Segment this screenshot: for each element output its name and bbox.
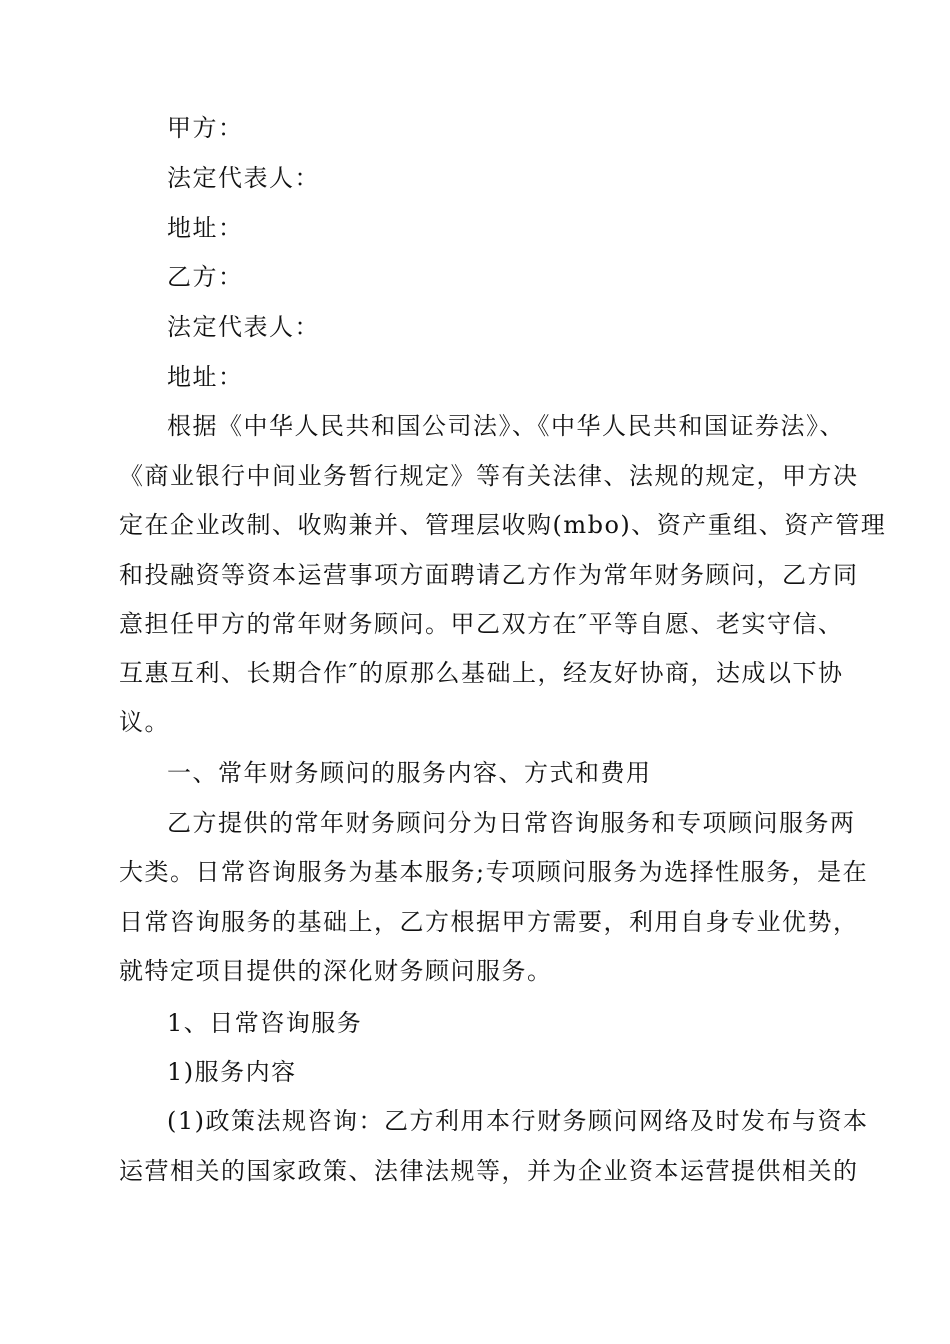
- intro-line: 《商业银行中间业务暂行规定》等有关法律、法规的规定，甲方决: [119, 462, 859, 490]
- party-b-label: 乙方：: [167, 263, 244, 291]
- intro-line: 根据《中华人民共和国公司法》、《中华人民共和国证券法》、: [167, 412, 845, 440]
- subsection-heading: 1、日常咨询服务: [167, 1009, 363, 1037]
- party-b-representative-label: 法定代表人：: [167, 313, 320, 341]
- intro-line: 意担任甲方的常年财务顾问。甲乙双方在″平等自愿、老实守信、: [119, 610, 844, 638]
- subsection-item-heading: 1)服务内容: [167, 1058, 297, 1086]
- section-paragraph-line: 大类。日常咨询服务为基本服务;专项顾问服务为选择性服务，是在: [119, 858, 869, 886]
- section-paragraph-line: 就特定项目提供的深化财务顾问服务。: [119, 957, 553, 985]
- section-paragraph-line: 乙方提供的常年财务顾问分为日常咨询服务和专项顾问服务两: [167, 809, 856, 837]
- intro-line: 和投融资等资本运营事项方面聘请乙方作为常年财务顾问，乙方同: [119, 561, 859, 589]
- section-paragraph-line: 日常咨询服务的基础上，乙方根据甲方需要，利用自身专业优势，: [119, 908, 859, 936]
- party-b-address-label: 地址：: [167, 363, 244, 391]
- intro-line: 议。: [119, 708, 170, 736]
- intro-line: 定在企业改制、收购兼并、管理层收购(mbo)、资产重组、资产管理: [119, 511, 887, 539]
- item-paragraph-line: (1)政策法规咨询：乙方利用本行财务顾问网络及时发布与资本: [167, 1107, 869, 1135]
- item-paragraph-line: 运营相关的国家政策、法律法规等，并为企业资本运营提供相关的: [119, 1157, 859, 1185]
- section-heading: 一、常年财务顾问的服务内容、方式和费用: [167, 759, 652, 787]
- party-a-label: 甲方：: [167, 114, 244, 142]
- intro-line: 互惠互利、长期合作″的原那么基础上，经友好协商，达成以下协: [119, 659, 844, 687]
- party-a-address-label: 地址：: [167, 214, 244, 242]
- party-a-representative-label: 法定代表人：: [167, 164, 320, 192]
